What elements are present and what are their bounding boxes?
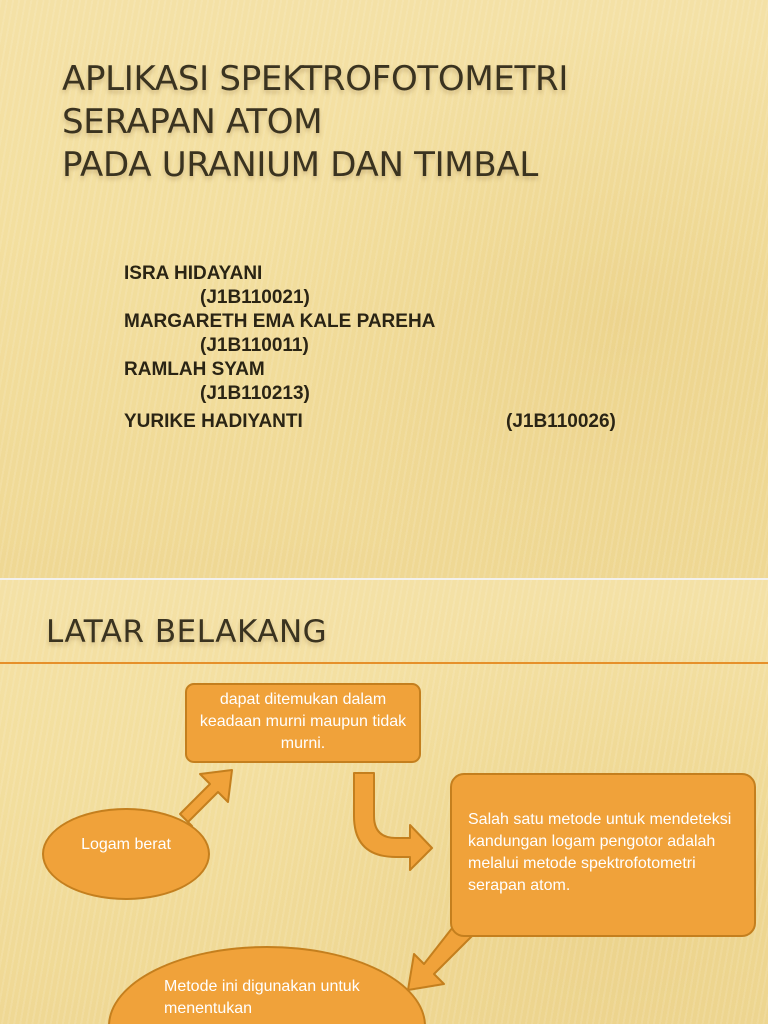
presentation-title: [62, 58, 568, 187]
arrow-bent-right-icon: [354, 773, 432, 870]
author-name: RAMLAH SYAM: [124, 359, 265, 380]
title-line-1: APLIKASI SPEKTROFOTOMETRI: [62, 59, 569, 99]
section-title: LATAR BELAKANG: [46, 614, 328, 650]
author-entry: [124, 410, 616, 434]
ellipse-metode: Metode ini digunakan untuk menentukan: [108, 946, 426, 1024]
background-slide: [0, 580, 768, 1024]
arrow-up-right-icon: [180, 770, 232, 826]
author-id: (J1B110011): [200, 335, 309, 356]
author-name: ISRA HIDAYANI: [124, 263, 263, 284]
info-box-right: Salah satu metode untuk mendeteksi kandungan logam pengotor adalah melalui metode spektrofotometri serapan atom.: [450, 773, 756, 937]
author-id: (J1B110026): [506, 411, 616, 432]
author-id: (J1B110021): [200, 287, 310, 308]
author-list: [124, 262, 616, 434]
title-line-3: PADA URANIUM DAN TIMBAL: [62, 145, 538, 185]
title-line-2: SERAPAN ATOM: [62, 102, 323, 142]
author-name: YURIKE HADIYANTI: [124, 411, 303, 432]
ellipse-logam-berat: Logam berat: [42, 808, 210, 900]
author-id: (J1B110213): [200, 383, 310, 404]
author-name: MARGARETH EMA KALE PAREHA: [124, 311, 436, 332]
info-box-top: dapat ditemukan dalam keadaan murni maupun tidak murni.: [185, 683, 421, 763]
